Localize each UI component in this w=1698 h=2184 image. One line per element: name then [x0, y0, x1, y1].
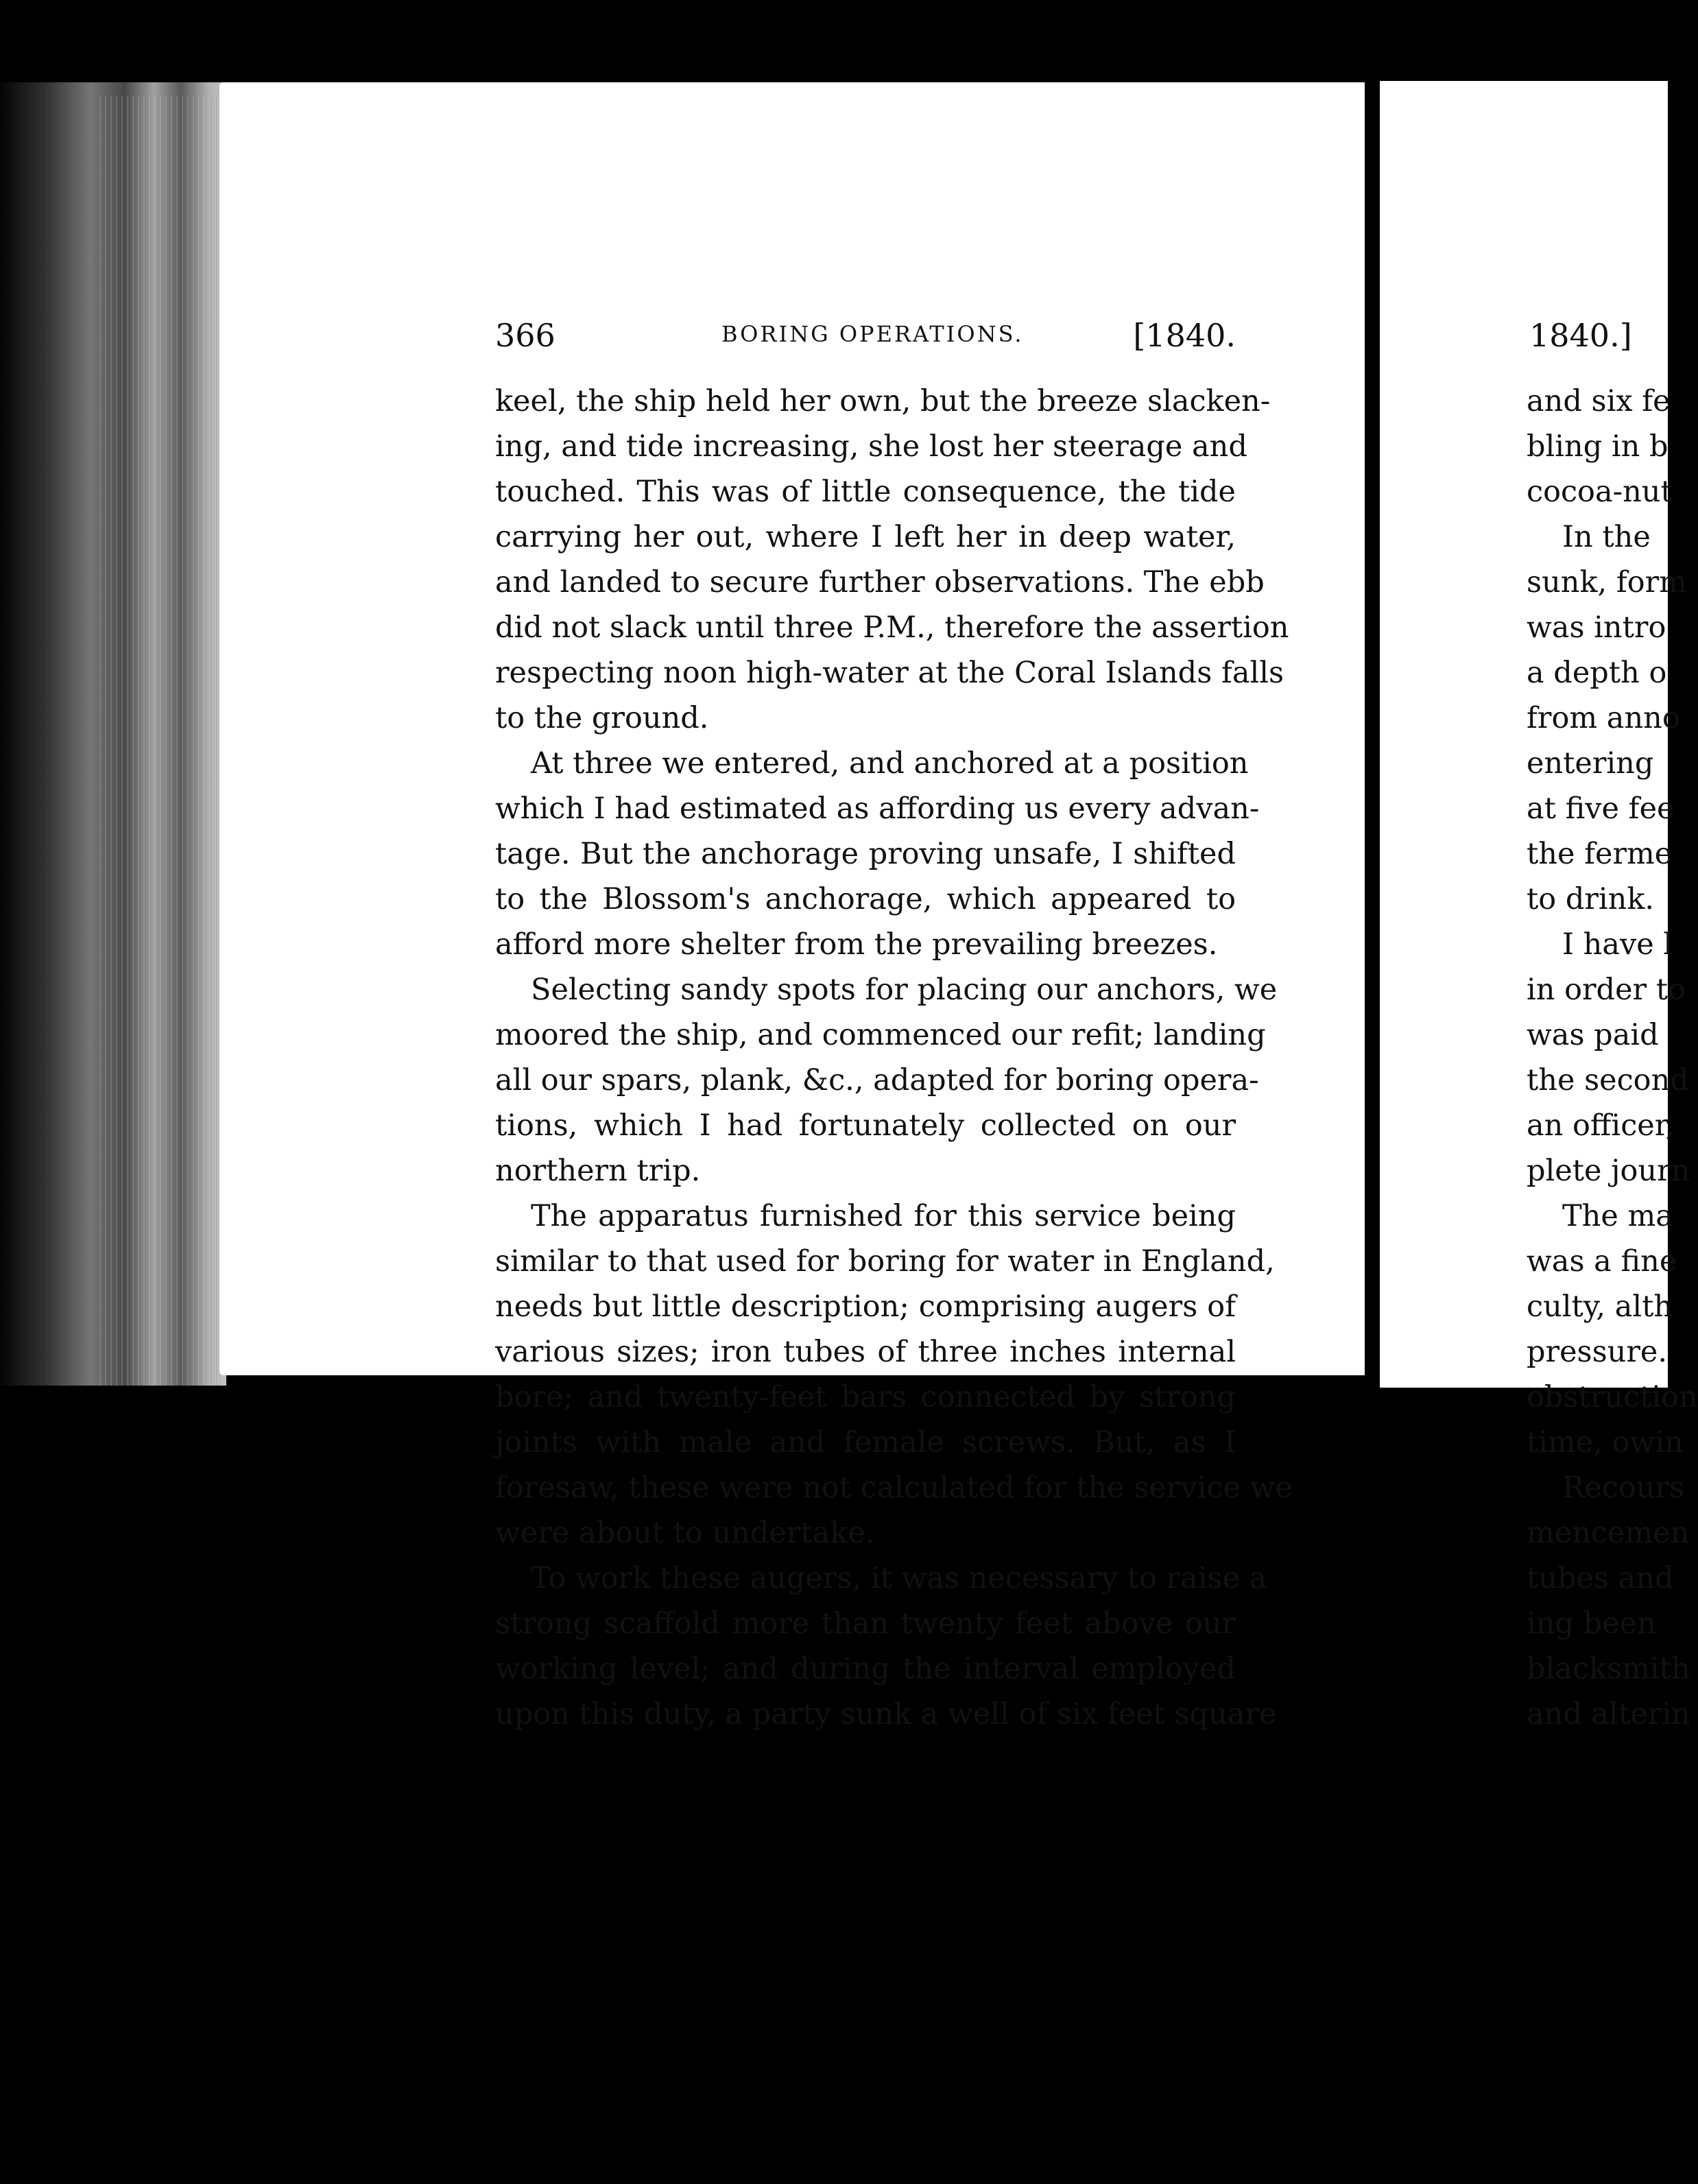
text-line: entering — [1527, 746, 1654, 781]
text-line: and landed to secure further observations. The ebb — [495, 565, 1265, 600]
text-line: mencemen — [1527, 1516, 1690, 1550]
text-line: time, owin — [1527, 1425, 1684, 1460]
text-line: tage. But the anchorage proving unsafe, I shifted — [495, 837, 1236, 871]
text-line: keel, the ship held her own, but the breeze slacken- — [495, 384, 1271, 418]
left-page-body — [495, 379, 1293, 1737]
text-line: upon this duty, a party sunk a well of six feet square — [495, 1697, 1277, 1731]
text-line: foresaw, these were not calculated for the service we — [495, 1471, 1293, 1505]
text-line: in order to — [1527, 973, 1686, 1007]
text-line: all our spars, plank, &c., adapted for boring opera- — [495, 1063, 1259, 1097]
text-line: Recours — [1562, 1471, 1685, 1505]
text-line: blacksmith — [1527, 1652, 1690, 1686]
text-line: respecting noon high-water at the Coral Islands falls — [495, 656, 1284, 690]
text-line: various sizes; iron tubes of three inches internal — [495, 1335, 1236, 1369]
text-line: ing, and tide increasing, she lost her steerage and — [495, 429, 1247, 464]
text-line: an officer, — [1527, 1108, 1675, 1143]
text-line: from anno — [1527, 701, 1680, 735]
paragraph — [495, 379, 1289, 741]
text-line: to drink. — [1527, 882, 1655, 916]
paragraph — [495, 1556, 1277, 1737]
text-line: needs but little description; comprising augers of — [495, 1290, 1236, 1324]
right-page-header-year: 1840.] — [1529, 317, 1632, 354]
book-gutter — [1365, 75, 1380, 1392]
text-line: northern trip. — [495, 1154, 701, 1188]
text-line: were about to undertake. — [495, 1516, 875, 1550]
text-line: The apparatus furnished for this service being — [531, 1199, 1236, 1233]
text-line: sunk, form — [1527, 565, 1687, 600]
text-line: I have l — [1562, 927, 1673, 962]
text-line: was intro — [1527, 610, 1666, 645]
header-year: [1840. — [1133, 317, 1236, 354]
paragraph — [495, 741, 1260, 967]
text-line: working level; and during the interval employed — [495, 1652, 1236, 1686]
text-line: the ferme — [1527, 837, 1673, 871]
text-line: touched. This was of little consequence, the tide — [495, 475, 1236, 509]
text-line: strong scaffold more than twenty feet above our — [495, 1606, 1236, 1641]
text-line: moored the ship, and commenced our refit; landing — [495, 1018, 1266, 1052]
text-line: was paid — [1527, 1018, 1659, 1052]
text-line: To work these augers, it was necessary to raise a — [531, 1561, 1267, 1595]
text-line: At three we entered, and anchored at a position — [531, 746, 1249, 781]
paragraph — [495, 967, 1278, 1194]
text-line: similar to that used for boring for water in England, — [495, 1244, 1275, 1279]
text-line: which I had estimated as affording us every advan- — [495, 792, 1260, 826]
text-line: cocoa-nut — [1527, 475, 1673, 509]
text-line: tubes and — [1527, 1561, 1674, 1595]
running-title: BORING OPERATIONS. — [721, 321, 1024, 347]
text-line: culty, alth — [1527, 1290, 1673, 1324]
text-line: at five fee — [1527, 792, 1675, 826]
text-line: carrying her out, where I left her in deep water, — [495, 520, 1236, 554]
page-number: 366 — [495, 317, 555, 354]
text-line: was a fine — [1527, 1244, 1677, 1279]
text-line: plete journ — [1527, 1154, 1690, 1188]
left-page-header — [495, 317, 1236, 358]
text-line: In the — [1562, 520, 1651, 554]
text-line: tions, which I had fortunately collected on our — [495, 1108, 1236, 1143]
text-line: ing been — [1527, 1606, 1656, 1641]
text-line: the second — [1527, 1063, 1689, 1097]
text-line: joints with male and female screws. But, as I — [495, 1425, 1236, 1460]
text-line: afford more shelter from the prevailing breezes. — [495, 927, 1218, 962]
page-edges — [96, 96, 219, 1386]
text-line: obstruction — [1527, 1380, 1698, 1414]
text-line: and alterin — [1527, 1697, 1690, 1731]
text-line: did not slack until three P.M., therefore the assertion — [495, 610, 1289, 645]
text-line: to the Blossom's anchorage, which appeared to — [495, 882, 1236, 916]
right-page-body — [1527, 379, 1698, 1737]
text-line: bling in b — [1527, 429, 1669, 464]
text-line: and six fe — [1527, 384, 1671, 418]
text-line: to the ground. — [495, 701, 709, 735]
paragraph — [495, 1194, 1293, 1556]
text-line: Selecting sandy spots for placing our anchors, we — [531, 973, 1278, 1007]
text-line: a depth o — [1527, 656, 1667, 690]
text-line: The ma — [1562, 1199, 1673, 1233]
text-line: pressure. — [1527, 1335, 1668, 1369]
text-line: bore; and twenty-feet bars connected by strong — [495, 1380, 1236, 1414]
